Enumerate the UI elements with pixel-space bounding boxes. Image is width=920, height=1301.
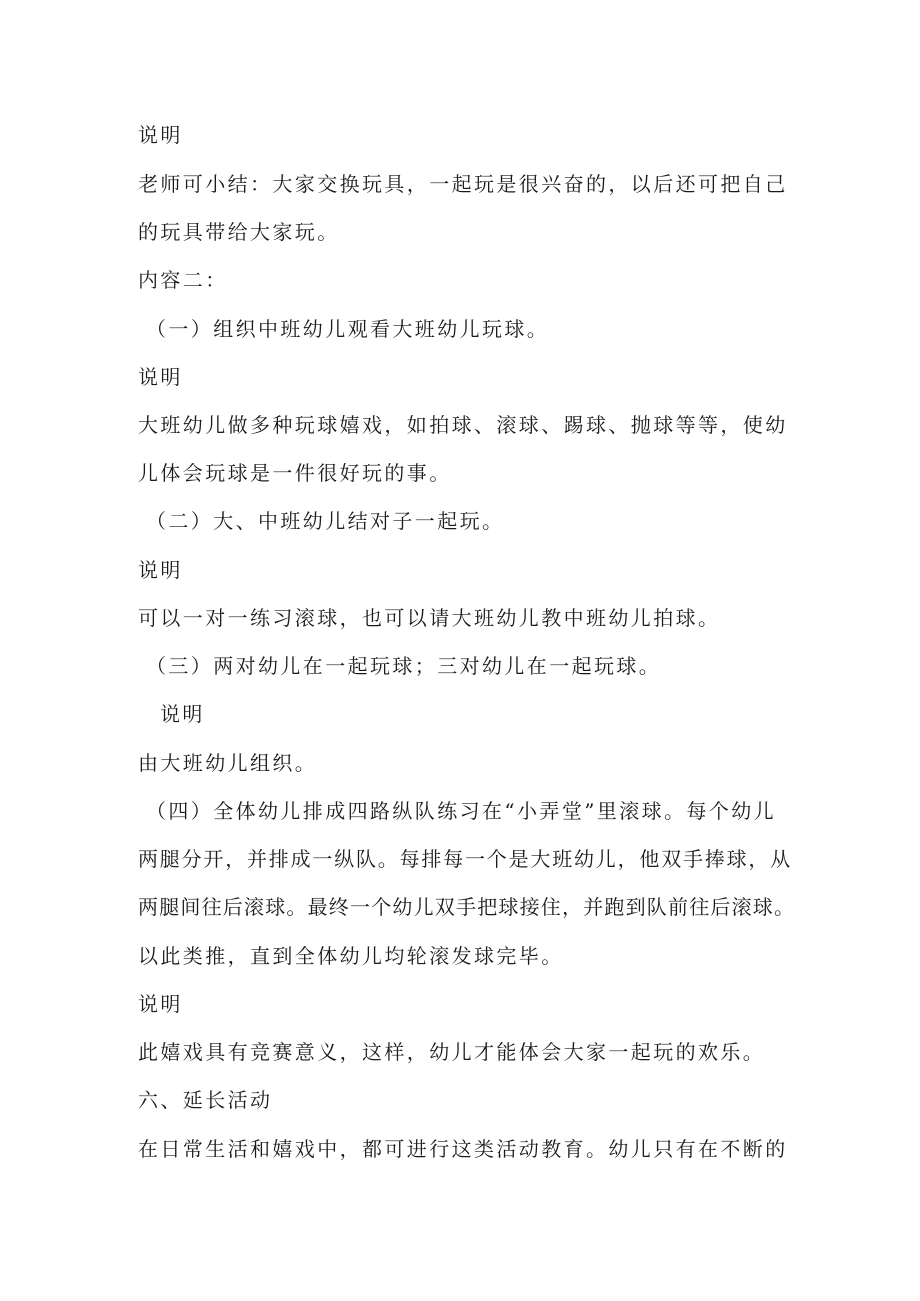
text-line: 六、延长活动 [138,1088,273,1112]
text-line: （一）组织中班幼儿观看大班幼儿玩球。 [146,317,550,341]
text-line: 可以一对一练习滚球，也可以请大班幼儿教中班幼儿拍球。 [138,606,721,630]
text-line: 在日常生活和嬉戏中，都可进行这类活动教育。幼儿只有在不断的 [138,1137,788,1161]
text-line: 说明 [138,365,183,389]
text-line: 大班幼儿做多种玩球嬉戏，如拍球、滚球、踢球、抛球等等，使幼 [138,413,788,437]
text-line: 内容二： [138,268,228,292]
text-line: （二）大、中班幼儿结对子一起玩。 [146,509,505,533]
text-line: 的玩具带给大家玩。 [138,220,340,244]
text-line: 说明 [160,702,205,726]
text-line: 两腿间往后滚球。最终一个幼儿双手把球接住，并跑到队前往后滚球。 [138,895,796,919]
text-line: （三）两对幼儿在一起玩球；三对幼儿在一起玩球。 [146,654,662,678]
text-line: 以此类推，直到全体幼儿均轮滚发球完毕。 [138,944,564,968]
text-line: 说明 [138,992,183,1016]
text-line: 说明 [138,558,183,582]
text-line: 两腿分开，并排成一纵队。每排每一个是大班幼儿，他双手捧球，从 [138,847,792,871]
text-line: （四）全体幼儿排成四路纵队练习在“小弄堂”里滚球。每个幼儿 [146,799,777,823]
text-line: 儿体会玩球是一件很好玩的事。 [138,461,452,485]
text-line: 此嬉戏具有竞赛意义，这样，幼儿才能体会大家一起玩的欢乐。 [138,1040,766,1064]
text-line: 老师可小结：大家交换玩具，一起玩是很兴奋的，以后还可把自己 [138,172,788,196]
text-line: 说明 [138,123,183,147]
text-line: 由大班幼儿组织。 [138,751,318,775]
